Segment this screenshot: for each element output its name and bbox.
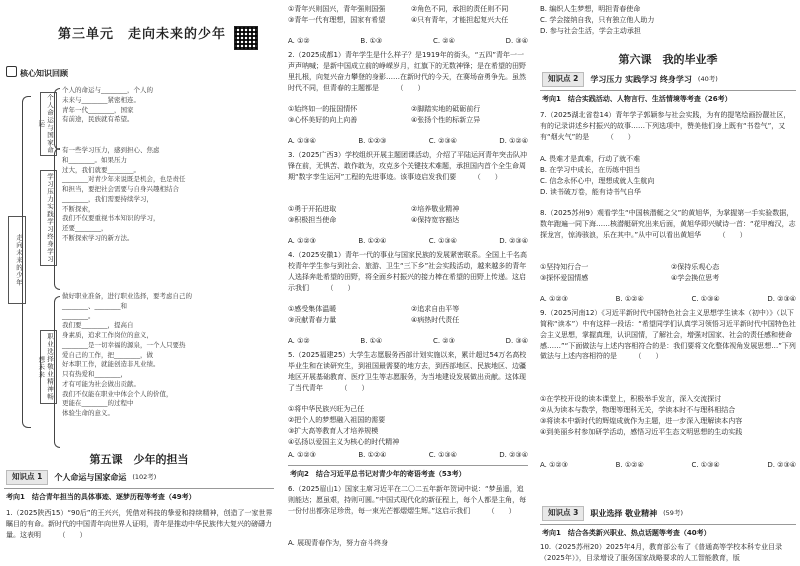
- q4-options: ①感受集体温暖 ②追求自由平等 ③贡献青春力量 ④病热时代责任: [288, 305, 460, 324]
- q5-choices: A. ①②③ B. ①②④ C. ①③④ D. ②③④: [288, 451, 528, 459]
- question-7: 7.（2025湖北省卷14）青年学子郭颖参与社会实践，为有的提笔绘画扮靓社区，有的记录讲述乡村振兴的故事……下列选项中，赞美他们身上既有“书卷气”，又有“烟火气”的是 （ ）: [540, 111, 791, 141]
- knowledge-point-2: 知识点 2 学习压力 实践学习 终身学习 (40考): [542, 72, 718, 87]
- q6-remaining-options: B. 编织人生梦想，明担青春使命 C. 学会接纳自我，只有独立他人助力 D. 参与社会生活，学会主动承担: [540, 5, 655, 35]
- book-icon: [6, 66, 17, 77]
- branch-3-label: 职业选择敬业精神畅想未来: [40, 330, 57, 404]
- question-10: 10.（2025苏州20）2025年4月，教育部公布了《普通高等学校本科专业目录（2025年）》，目录增设了服务国家战略要求的人工智能教育，版: [540, 543, 783, 562]
- question-1: 1.（2025陕西15）“90后”的王兴兴，凭借对科技的挚爱和持续精神，创造了一家世界瞩目的有命。新时代的中国青年向世界人证明，青年是推动中华民族伟大复兴的磅礴力量。这表明 （ ）: [6, 509, 273, 539]
- divider: [288, 465, 528, 466]
- branch-3-brace: [54, 296, 60, 448]
- lesson-5-title: 第五课 少年的担当: [89, 453, 189, 466]
- q7-options: A. 畏难才是真难，行动了就不难 B. 在学习中成长，在历练中担当 C. 信念永怀心中，理想成就人生航向 D. 读书破万卷，能有诗书气自华: [540, 155, 655, 196]
- q1-options: ①青年兴则国兴，青年强则国强 ②角色不同，承担的责任则不同 ③青年一代有理想，国家有希望 ④只有青年，才能担起复兴大任: [288, 5, 509, 24]
- branch-1-text: 个人的命运与________，个人的 未来与________紧密相连。 青年一代________，国家 有前途，民族就有希望。: [62, 86, 153, 124]
- question-8: 8.（2025苏州9）观看学生“中国核潜艇之父”的黄旭华，为掌握第一手实验数据，数年跑遍一同下海……核潜艇研究出来后面，黄旭华即兴赋诗一首：“花甲痴汉，志探龙宫，惊涛骇浪，乐在其中。”从中可以看出黄旭华 （ ）: [540, 209, 796, 239]
- divider: [4, 488, 274, 489]
- question-2: 2.（2025成都1）青年学生是什么样子？是1919年的街头，“五四”青年一一声声呐喊；是新中国成立前的峥嵘岁月，红旗下的无数神锋；是在希望的田野里扎根，向复兴奋力攀登的身影……在新时代的今天，在赛场奋勇争先。虽然时代不同，但青春的主题都是 （ ）: [288, 51, 526, 92]
- left-column: [0, 0, 278, 566]
- q8-options: ①坚持知行合一 ②保持乐观心态 ③探怀爱国情感 ④学会换位思考: [540, 263, 720, 282]
- question-3: 3.（2025广西3）学校组织开展主题团课活动，介绍了平陆运河青年突击队冲锋在前，无惧苦、敢作敢为，攻克多个关键技术难题，承担国内首个全生命周期“数字孪生运河”工程的先进事迹。该事迹启发我们要 （ ）: [288, 151, 527, 181]
- question-6: 6.（2025眉山1）国家主席习近平在二〇二五年新年贺词中说：“梦虽遥，追则能达；愿虽艰，持则可圆。”中国式现代化的新征程上，每个人都是主角，每一份付出都弥足珍贵，每一束光芒都熠熠生辉。”这启示我们 （ ）: [288, 485, 527, 515]
- q2-options: ①始终如一的报国情怀 ②脚踏实地的砥砺前行 ③心怀美好的向上向善 ④张扬个性的标新立异: [288, 105, 481, 124]
- knowledge-point-1: 知识点 1 个人命运与国家命运 (102考): [6, 470, 156, 485]
- middle-column: [284, 0, 532, 566]
- branch-1-label: 个人命运与国家命运: [40, 92, 57, 156]
- exam-direction-kp3: 考向1 结合各类新兴职业、热点话题等考查（40考）: [542, 529, 711, 537]
- qr-code-icon: [234, 26, 258, 50]
- exam-direction-1: 考向1 结合青年担当的具体事迹、逐梦历程等考查（49考）: [6, 493, 196, 501]
- branch-1-brace: [54, 88, 60, 150]
- divider: [540, 90, 796, 91]
- branch-2-text: 有一些学习压力，感到担心、焦虑 和________。如果压力 过大，我们就要________。 ________对青少年来说既是机会，也是责任 和担当，要把社会需要与自身兴趣相结合 ________，我们需要持续学习， 不断探索， 我们不仅要重视书本知识的学习， 还要________， 不断探索学习的新方法。: [62, 146, 186, 242]
- q4-choices: A. ①② B. ①④ C. ②③ D. ③④: [288, 337, 528, 345]
- q9-choices: A. ①②③ B. ①②④ C. ①③④ D. ②③④: [540, 461, 796, 469]
- exam-direction-kp2: 考向1 结合实践活动、人物言行、生活情境等考查（26考）: [542, 95, 732, 103]
- question-4: 4.（2025安徽1）青年一代的事业与国家民族的发展紧密联系。全国上千名高校青年学生参与到社会、旅游、卫生“三下乡”社会实践活动，越来越多的青年人选择奔赴希望的田野，将全面乡村振兴的接力棒在希望的田野上传递。这启示我们 （ ）: [288, 251, 527, 292]
- q9-options: ①在学校开设的读本课堂上，积极举手发言，深入交流探讨 ②从为读本与数学，物理等理科无关，学读本时不与理科相结合 ③将读本中新时代的辉煌成就作为主题，进一步深入理解读本内容 ④到美丽乡村参加研学活动，感悟习近平生态文明思想的生动实践: [540, 395, 743, 436]
- branch-3-text: 做好职业准备，进行职业选择，要考虑自己的 ________、________和 ________。 我们要________，提高自 身素质，追求工作岗位的意义， ________是一切幸福的源泉，一个人只要热 爱自己的工作，把________，做 好本职工作，就能创造非凡业绩。 只有热爱和________， 才有可能为社会做出贡献。 我们不仅能在职业中体会个人的价值， 更能在________的过程中 体验生命的意义。: [62, 292, 192, 417]
- q1-choices: A. ①② B. ①③ C. ②④ D. ③④: [288, 37, 528, 45]
- divider: [540, 524, 796, 525]
- q8-choices: A. ①②③ B. ①②④ C. ①③④ D. ②③④: [540, 295, 796, 303]
- mindmap-brace: [22, 96, 31, 428]
- exam-direction-2: 考向2 结合习近平总书记对青少年的寄语考查（53考）: [290, 470, 466, 478]
- question-9: 9.（2025河南12）《习近平新时代中国特色社会主义思想学生读本（初中）》（以下简称“读本”）中有这样一段话：“希望同学们认真学习领悟习近平新时代中国特色社会主义思想，掌握真理，认识国情，了解社会，增强对国家、社会的责任感和使命感……”“下面做法与上述内容相符合的是：我们要将文化整体视角发展思想…”下列做法与上述内容相符的是 （ ）: [540, 309, 796, 361]
- unit-title: 第三单元 走向未来的少年: [58, 27, 227, 42]
- review-heading: 核心知识回顾: [6, 66, 278, 80]
- q5-options: ①将中华民族兴旺为己任 ②把个人的梦想融入祖国的需要 ③扩大高等教育人才培养规模 ④弘扬以爱国主义为核心的时代精神: [288, 405, 400, 446]
- q3-choices: A. ①②③ B. ①②④ C. ①③④ D. ②③④: [288, 237, 528, 245]
- branch-2-brace: [54, 148, 60, 290]
- right-column: [536, 0, 800, 566]
- knowledge-point-3: 知识点 3 职业选择 敬业精神 (59考): [542, 506, 683, 521]
- branch-2-label: 学习压力实践学习终身学习: [40, 170, 57, 266]
- q2-choices: A. ①③④ B. ①②③ C. ②③④ D. ①②④: [288, 137, 528, 145]
- lesson-6-title: 第六课 我的毕业季: [618, 53, 718, 66]
- q6-option-a: A. 展现青春作为，努力奋斗终身: [288, 539, 389, 547]
- mindmap-root: 走向未来的少年: [8, 216, 26, 304]
- question-5: 5.（2025福建25）大学生志愿服务西部计划实施以来，累计超过54万名高校毕业生和在读研究生，到祖国最需要的地方去，到西部地区、民族地区、边疆地区开展基础教育、医疗卫生等志愿服务，为当地建设发展做出贡献。这体现了当代青年 （ ）: [288, 351, 527, 392]
- q3-options: ①勇于开拓进取 ②培养敬业精神 ③积极担当使命 ④保持宽容豁达: [288, 205, 460, 224]
